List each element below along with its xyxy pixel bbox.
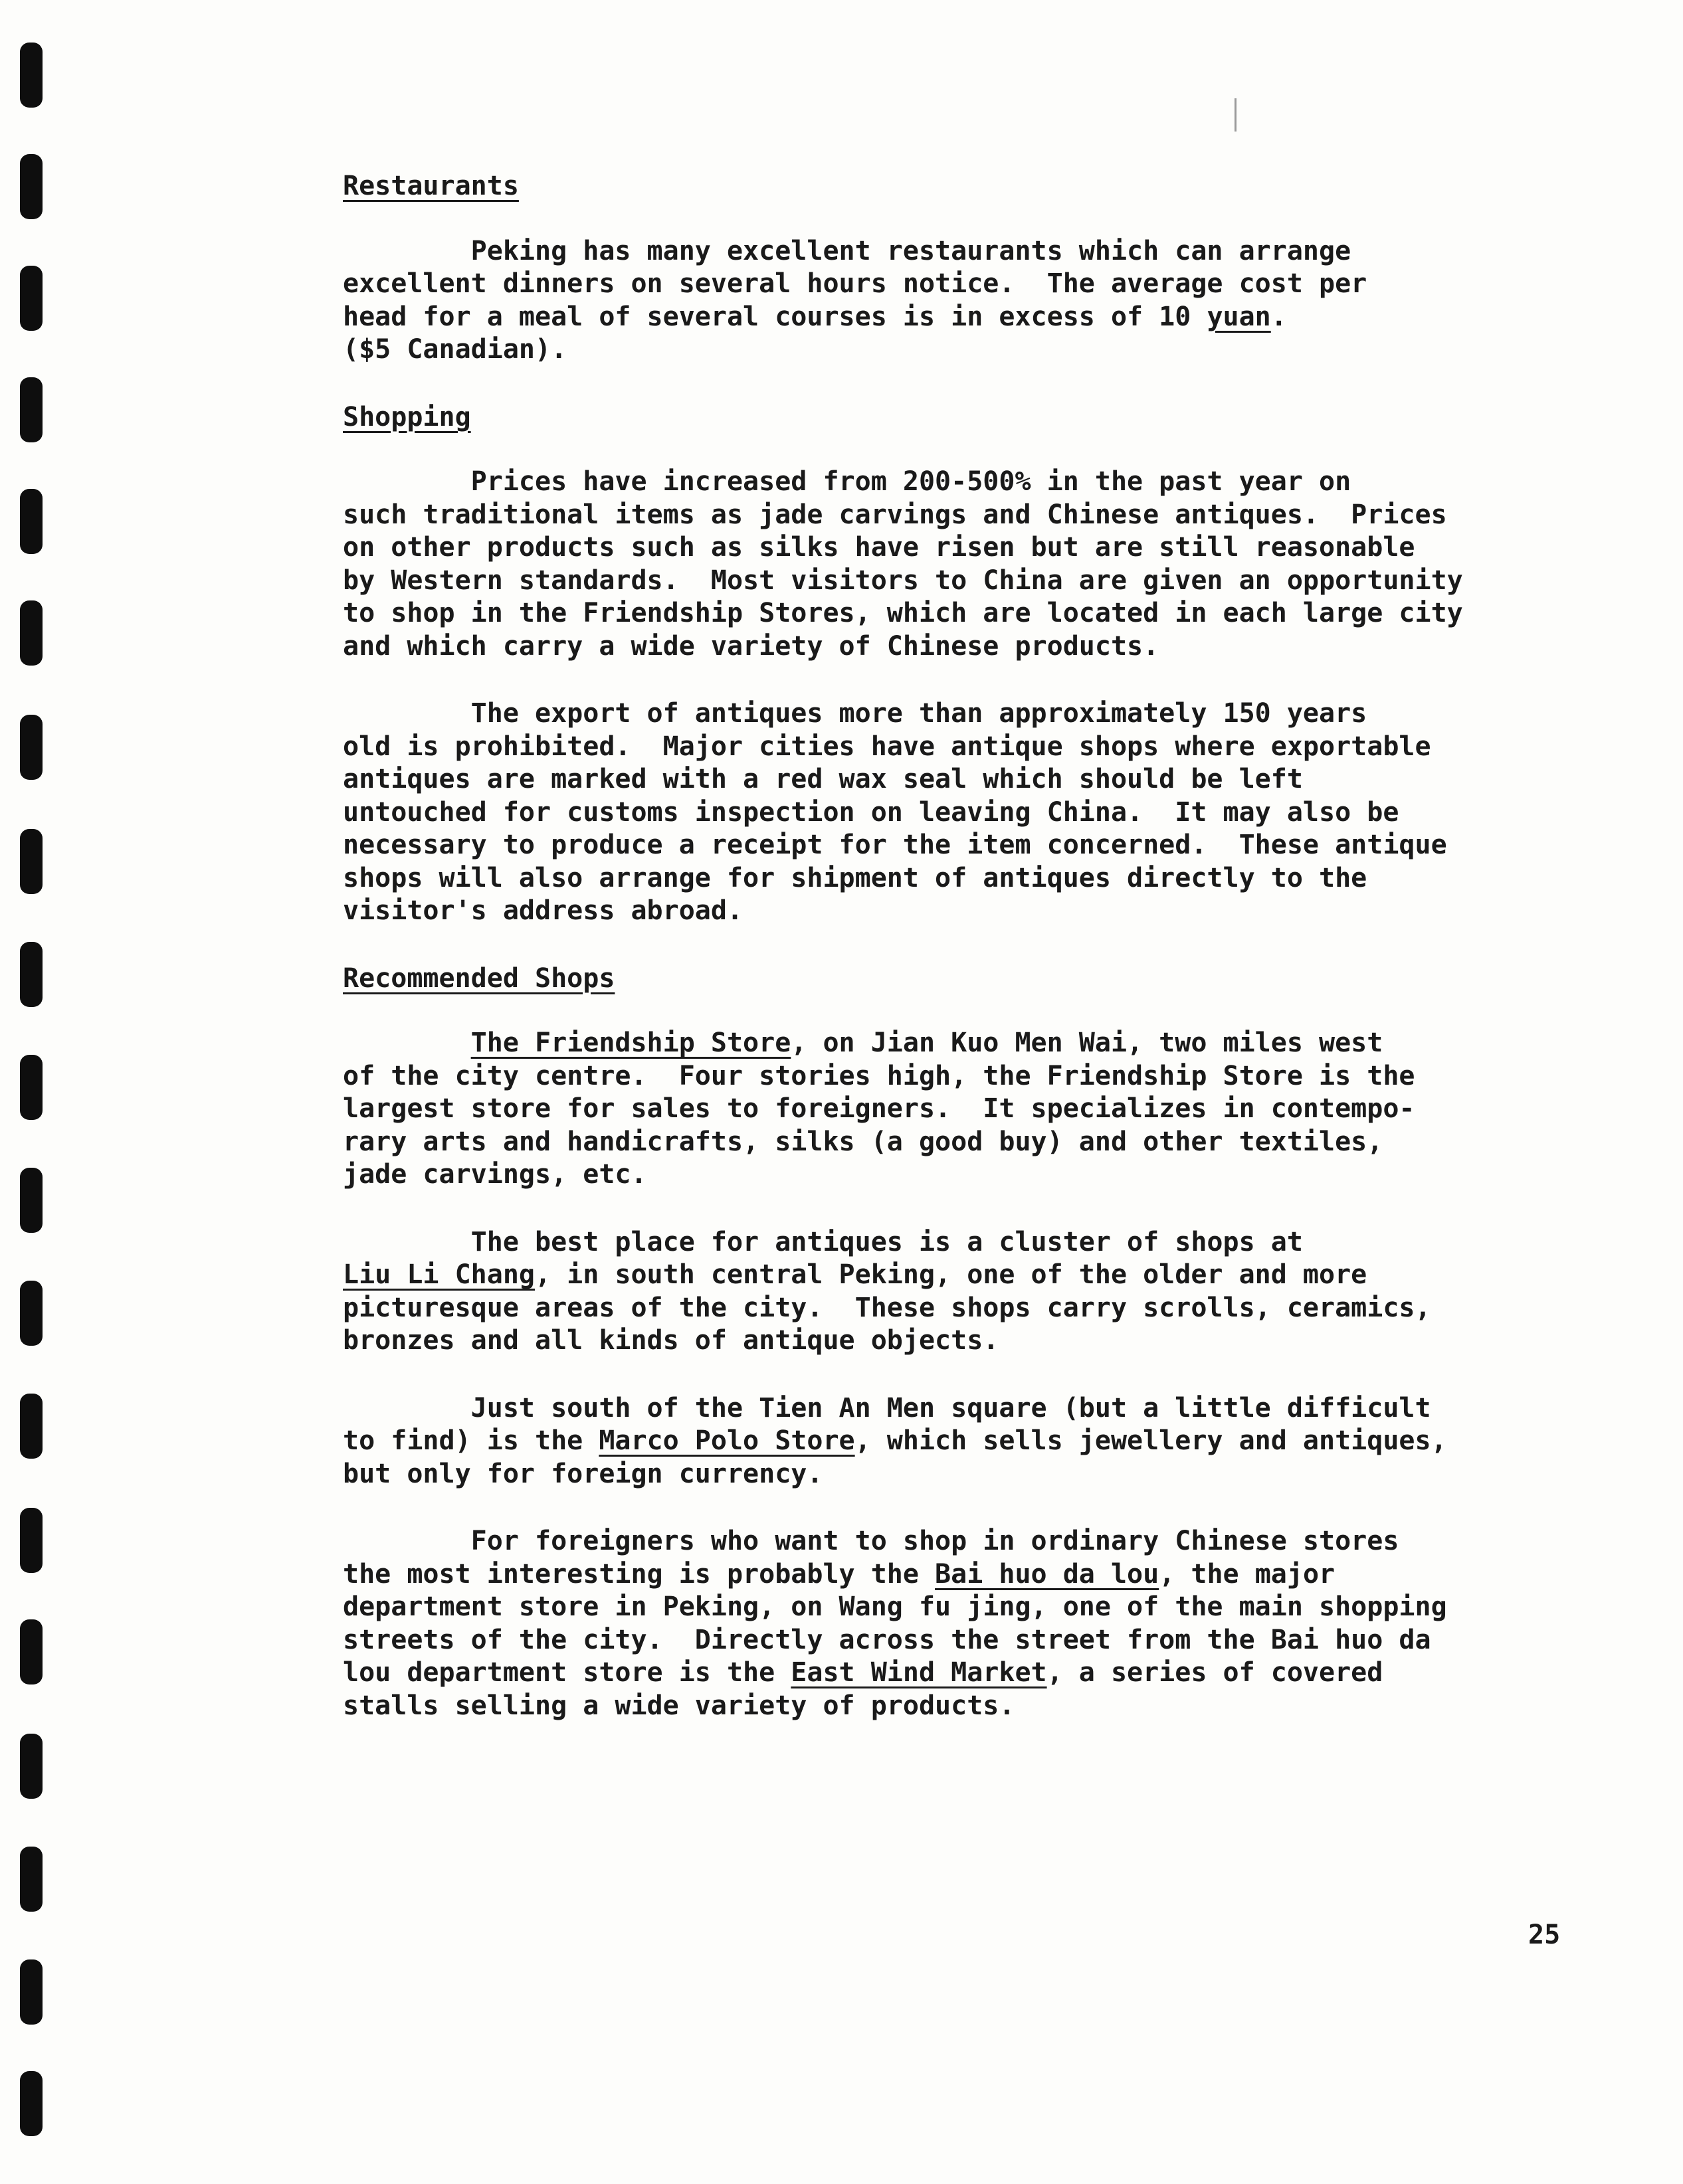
text-run: head for a meal of several courses is in excess of 10 [343,301,1207,332]
binding-hole [20,1394,43,1459]
binding-hole [20,377,43,442]
text-line [343,763,1559,796]
text-run: but only for foreign currency. [343,1458,823,1489]
text-line [343,1292,1559,1325]
binding-hole [20,1619,43,1684]
text-line [343,1458,1559,1491]
text-run: department store in Peking, on Wang fu jing, one of the main shopping [343,1592,1447,1622]
text-line [343,829,1559,862]
text-line [343,1690,1559,1723]
underlined-name: Marco Polo Store [599,1425,855,1456]
text-line [343,1425,1559,1458]
binding-hole [20,600,43,666]
text-run: by Western standards. Most visitors to China are given an opportunity [343,565,1463,596]
text-run: of the city centre. Four stories high, the Friendship Store is the [343,1060,1415,1091]
text-line [343,1226,1559,1259]
text-run: and which carry a wide variety of Chinese products. [343,630,1159,662]
text-line [343,1591,1559,1624]
binding-hole [20,829,43,894]
binding-hole [20,489,43,554]
binding-hole [20,266,43,331]
text-run: picturesque areas of the city. These shops carry scrolls, ceramics, [343,1292,1431,1323]
text-line [343,630,1559,664]
binding-hole [20,1281,43,1346]
underlined-name: yuan [1207,301,1271,332]
text-run: visitor's address abroad. [343,895,743,926]
text-line [343,1324,1559,1358]
text-run: , on Jian Kuo Men Wai, two miles west [791,1028,1383,1058]
document-body [343,170,1559,1757]
text-run: necessary to produce a receipt for the item concerned. These antique [343,830,1447,860]
text-run: ($5 Canadian). [343,334,567,365]
text-line [343,697,1559,731]
text-run: rary arts and handicrafts, silks (a good buy) and other textiles, [343,1126,1383,1157]
text-run: such traditional items as jade carvings and Chinese antiques. Prices [343,499,1447,530]
text-line [343,531,1559,565]
text-run: to find) is the [343,1425,599,1456]
text-run: excellent dinners on several hours notice. The average cost per [343,268,1367,299]
text-line [343,862,1559,895]
text-run: , which sells jewellery and antiques, [854,1425,1447,1456]
text-line [343,1657,1559,1690]
text-run: For foreigners who want to shop in ordinary Chinese stores [343,1526,1399,1556]
text-line [343,1027,1559,1060]
text-line [343,1392,1559,1425]
text-run: jade carvings, etc. [343,1159,647,1190]
paragraph [343,1392,1559,1491]
section-heading [343,401,1559,434]
section-heading [343,962,1559,996]
text-line [343,301,1559,334]
text-run: bronzes and all kinds of antique objects. [343,1325,999,1356]
text-line [343,1126,1559,1159]
text-run: stalls selling a wide variety of products. [343,1690,1015,1721]
text-line [343,235,1559,268]
binding-hole [20,154,43,219]
text-run: The export of antiques more than approximately 150 years [343,698,1367,729]
binding-hole [20,1508,43,1573]
section-heading-text: Restaurants [343,171,519,201]
page-number: 25 [1528,1920,1561,1950]
text-line [343,1158,1559,1192]
binding-hole [20,1055,43,1120]
text-run: , a series of covered [1046,1657,1383,1688]
binding-hole [20,2071,43,2136]
section-heading-text: Shopping [343,401,471,432]
binding-hole [20,1847,43,1912]
text-line [343,1093,1559,1126]
text-run: , the major [1159,1558,1336,1590]
text-line [343,1525,1559,1558]
section-heading [343,170,1559,203]
text-line [343,1624,1559,1657]
binding-hole [20,715,43,780]
text-run: , in south central Peking, one of the older and more [534,1259,1367,1290]
text-run: Prices have increased from 200-500% in the past year on [343,466,1351,497]
text-run: old is prohibited. Major cities have antique shops where exportable [343,731,1431,762]
text-line [343,268,1559,301]
paragraph [343,1525,1559,1722]
text-line [343,731,1559,764]
text-line [343,333,1559,367]
binding-holes [20,0,47,2184]
text-run: Peking has many excellent restaurants which can arrange [343,235,1351,266]
text-run: the most interesting is probably the [343,1558,936,1590]
section-heading-text: Recommended Shops [343,962,615,994]
text-line [343,895,1559,928]
paragraph [343,466,1559,663]
text-line [343,1558,1559,1592]
paragraph [343,697,1559,928]
text-run: The best place for antiques is a cluster of shops at [343,1226,1303,1257]
binding-hole [20,1959,43,2025]
paragraph [343,1226,1559,1358]
text-line [343,1060,1559,1093]
text-line [343,796,1559,830]
text-run: Just south of the Tien An Men square (but a little difficult [343,1392,1431,1423]
text-run: antiques are marked with a red wax seal which should be left [343,764,1303,794]
text-line [343,466,1559,499]
binding-hole [20,942,43,1007]
text-line [343,499,1559,532]
underlined-name: The Friendship Store [470,1028,791,1058]
text-run: lou department store is the [343,1657,791,1688]
text-run: on other products such as silks have risen but are still reasonable [343,532,1415,563]
text-line [343,565,1559,598]
binding-hole [20,1168,43,1233]
text-run: . [1270,301,1287,332]
underlined-name: East Wind Market [791,1657,1047,1688]
text-line [343,1259,1559,1292]
text-line [343,597,1559,630]
paragraph [343,1027,1559,1192]
text-run: to shop in the Friendship Stores, which are located in each large city [343,598,1463,628]
binding-hole [20,1734,43,1799]
text-run [343,1028,471,1058]
binding-hole [20,43,43,108]
underlined-name: Liu Li Chang [343,1259,535,1290]
text-run: shops will also arrange for shipment of antiques directly to the [343,862,1367,893]
scan-mark [1235,98,1237,132]
underlined-name: Bai huo da lou [935,1558,1159,1590]
text-run: untouched for customs inspection on leaving China. It may also be [343,796,1399,828]
text-run: largest store for sales to foreigners. It specializes in contempo- [343,1093,1415,1124]
text-run: streets of the city. Directly across the street from the Bai huo da [343,1624,1431,1655]
paragraph [343,235,1559,367]
